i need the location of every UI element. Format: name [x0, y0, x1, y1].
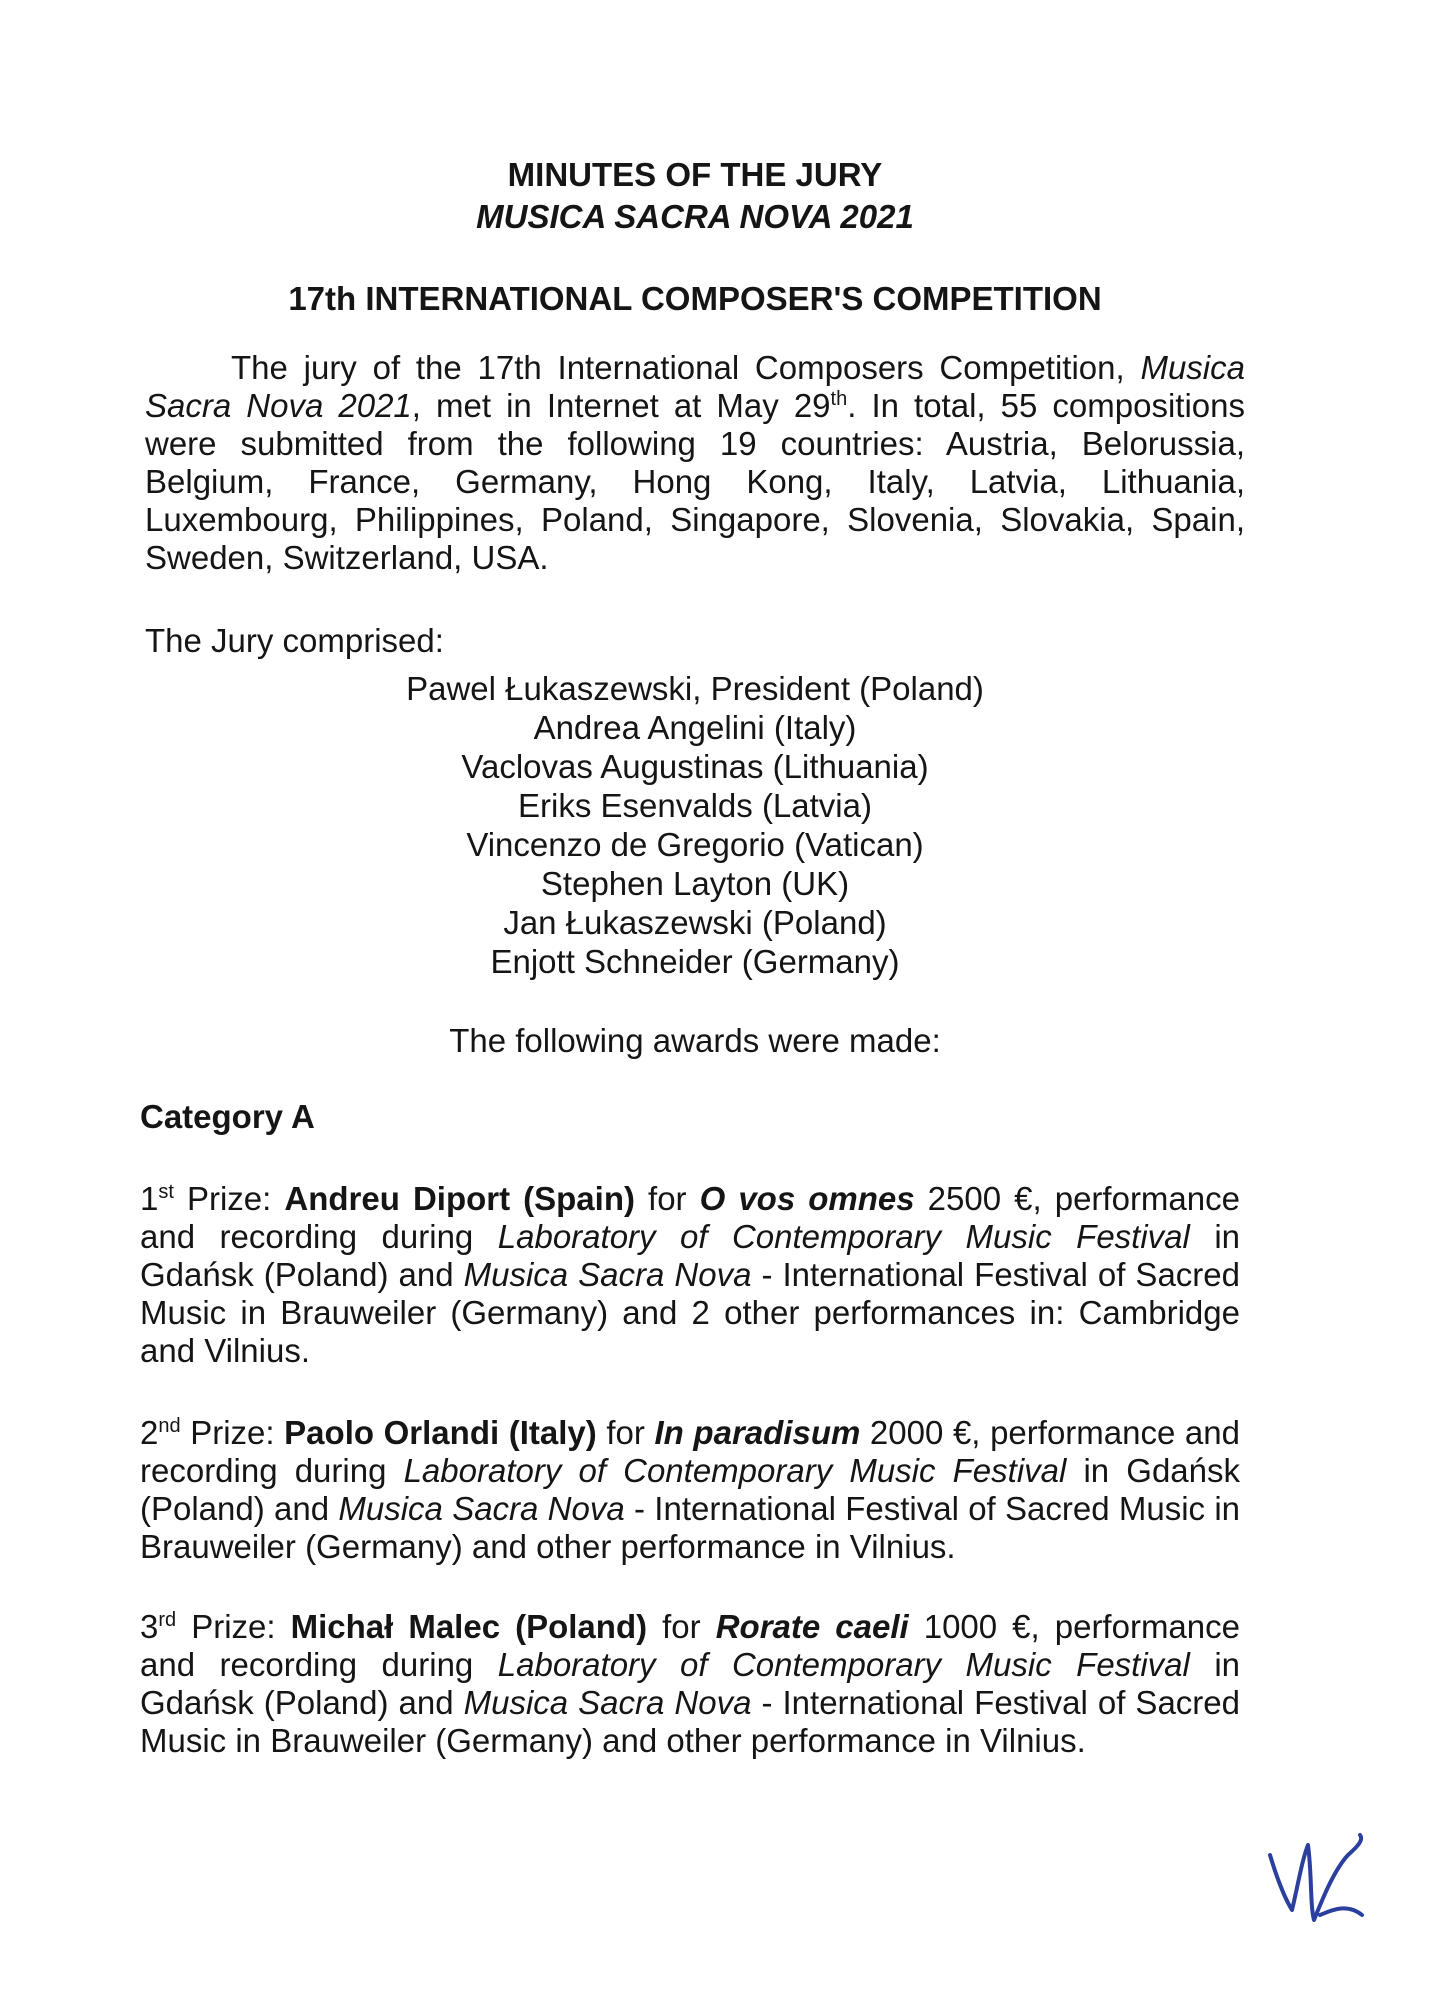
- prize-festival-1: Laboratory of Contemporary Music Festival: [497, 1218, 1190, 1255]
- competition-name: MUSICA SACRA NOVA 2021: [476, 198, 914, 235]
- jury-member: Jan Łukaszewski (Poland): [503, 904, 887, 941]
- signature-stroke: [1270, 1835, 1362, 1920]
- prize-work-title: O vos omnes: [699, 1180, 915, 1217]
- prize-festival-1: Laboratory of Contemporary Music Festival: [497, 1646, 1190, 1683]
- intro-competition-name: Musica Sacra Nova 2021: [145, 349, 1245, 424]
- intro-text-2: , met in Internet at May 29: [411, 387, 831, 424]
- prize-third: [140, 1608, 1240, 1760]
- jury-member: Pawel Łukaszewski, President (Poland): [406, 670, 984, 707]
- jury-list: [0, 669, 1390, 981]
- competition-subtitle: 17th INTERNATIONAL COMPOSER'S COMPETITION: [288, 280, 1102, 317]
- prize-winner: Andreu Diport (Spain): [284, 1180, 635, 1217]
- jury-member: Eriks Esenvalds (Latvia): [518, 787, 872, 824]
- prize-label: Prize:: [176, 1608, 291, 1645]
- prize-for: for: [596, 1414, 655, 1451]
- prize-festival-2: Musica Sacra Nova: [463, 1256, 752, 1293]
- prize-amount: 1000 €, performance and recording during: [140, 1608, 1240, 1683]
- prize-amount: 2500 €, performance and recording during: [140, 1180, 1240, 1255]
- prize-festival-2: Musica Sacra Nova: [338, 1490, 625, 1527]
- prize-festival-1: Laboratory of Contemporary Music Festival: [403, 1452, 1067, 1489]
- jury-member: Vincenzo de Gregorio (Vatican): [466, 826, 924, 863]
- prize-winner: Paolo Orlandi (Italy): [284, 1414, 597, 1451]
- jury-member: Andrea Angelini (Italy): [533, 709, 857, 746]
- prize-ordinal: 1: [140, 1180, 159, 1217]
- jury-label: The Jury comprised:: [145, 622, 444, 659]
- jury-member: Enjott Schneider (Germany): [490, 943, 900, 980]
- prize-work-title: In paradisum: [654, 1414, 861, 1451]
- prize-ordinal: 3: [140, 1608, 159, 1645]
- intro-text-3: . In total, 55 compositions were submitted from the following 19 countries: Austria, Belorussia, Belgium, France, Germany, Hong Kong, Italy, Latvia, Lithuania, Luxembourg, Philippines, Poland, Singapore, Slovenia, Slovakia, Spain, Sweden, Switzerland, USA.: [145, 387, 1246, 576]
- prize-location: in Gdańsk (Poland) and: [140, 1218, 1241, 1293]
- prize-winner: Michał Malec (Poland): [290, 1608, 648, 1645]
- prize-ordinal-suffix: rd: [158, 1609, 177, 1631]
- prize-ordinal-suffix: nd: [158, 1415, 181, 1437]
- category-heading: Category A: [140, 1098, 315, 1135]
- intro-date-suffix: th: [830, 388, 848, 410]
- prize-ordinal-suffix: st: [158, 1181, 174, 1203]
- intro-paragraph: [145, 349, 1245, 577]
- prize-details: - International Festival of Sacred Music in Brauweiler (Germany) and other performance in Vilnius.: [140, 1684, 1240, 1759]
- prize-location: in Gdańsk (Poland) and: [140, 1646, 1241, 1721]
- prize-amount: 2000 €, performance and recording during: [140, 1414, 1240, 1489]
- jury-member: Stephen Layton (UK): [540, 865, 850, 902]
- document-title: MINUTES OF THE JURY: [507, 156, 883, 193]
- prize-first: [140, 1180, 1240, 1370]
- prize-for: for: [634, 1180, 700, 1217]
- jury-member: Vaclovas Augustinas (Lithuania): [461, 748, 929, 785]
- prize-details: - International Festival of Sacred Music in Brauweiler (Germany) and other performance in Vilnius.: [140, 1490, 1241, 1565]
- prize-work-title: Rorate caeli: [715, 1608, 909, 1645]
- prize-label: Prize:: [173, 1180, 285, 1217]
- prize-festival-2: Musica Sacra Nova: [463, 1684, 752, 1721]
- awards-intro: The following awards were made:: [449, 1022, 941, 1059]
- prize-details: - International Festival of Sacred Music in Brauweiler (Germany) and 2 other performances in: Cambridge and Vilnius.: [140, 1256, 1240, 1369]
- handwritten-signature: [1262, 1815, 1372, 1935]
- prize-second: [140, 1414, 1240, 1566]
- prize-label: Prize:: [180, 1414, 285, 1451]
- prize-location: in Gdańsk (Poland) and: [140, 1452, 1241, 1527]
- prize-for: for: [647, 1608, 716, 1645]
- prize-ordinal: 2: [140, 1414, 159, 1451]
- intro-text-1: The jury of the 17th International Composers Competition,: [231, 349, 1141, 386]
